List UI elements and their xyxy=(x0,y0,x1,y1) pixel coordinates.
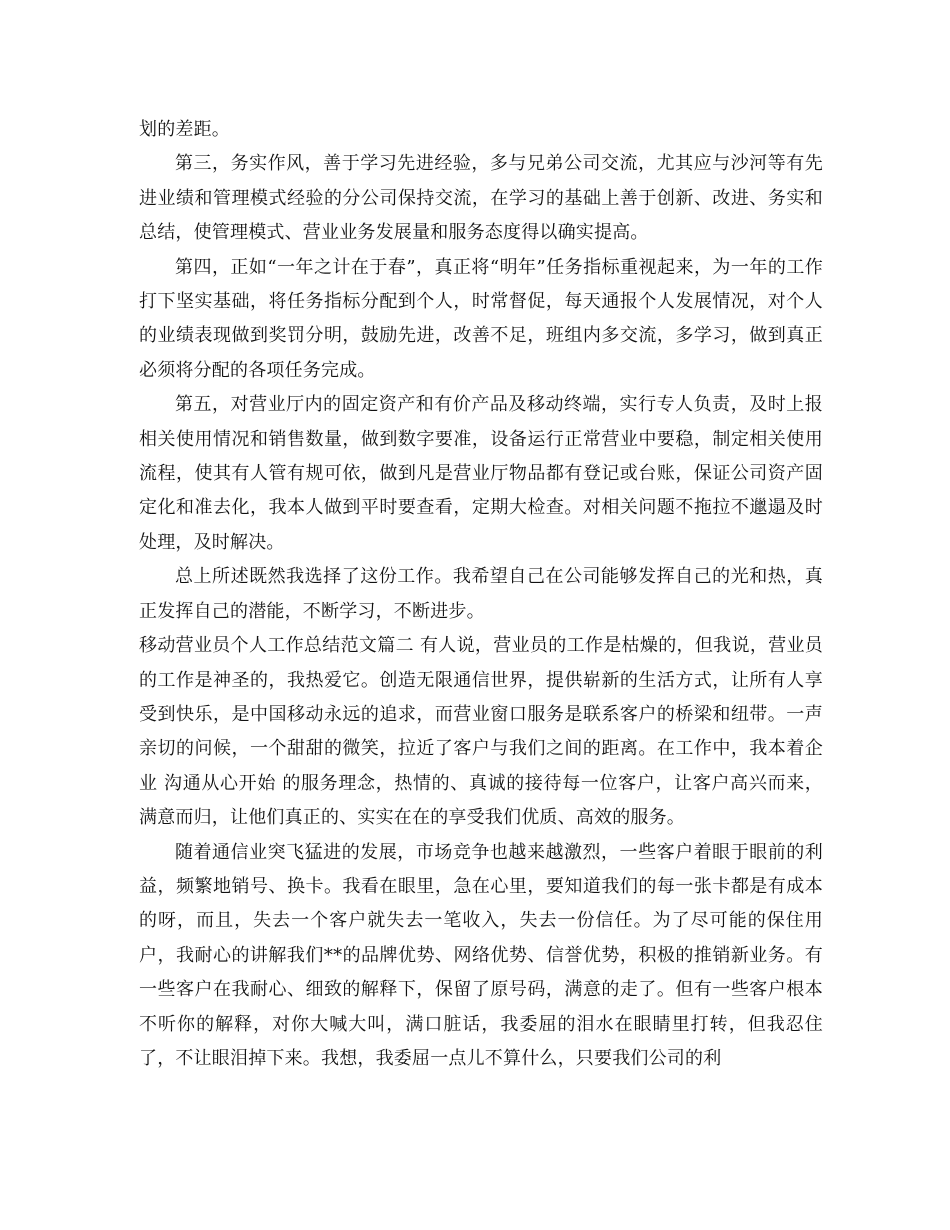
document-body xyxy=(139,113,823,1076)
article-two-intro-text: 有人说，营业员的工作是枯燥的，但我说，营业员的工作是神圣的，我热爱它。创造无限通信世界，提供崭新的生活方式，让所有人享受到快乐，是中国移动永远的追求，而营业窗口服务是联系客户的桥梁和纽带。一声亲切的问候，一个甜甜的微笑，拉近了客户与我们之间的距离。在工作中，我本着企业 沟通从心开始 的服务理念，热情的、真诚的接待每一位客户，让客户高兴而来，满意而归，让他们真正的、实实在在的享受我们优质、高效的服务。 xyxy=(139,635,824,829)
paragraph-competition: 随着通信业突飞猛进的发展，市场竞争也越来越激烈，一些客户着眼于眼前的利益，频繁地销号、换卡。我看在眼里，急在心里，要知道我们的每一张卡都是有成本的呀，而且，失去一个客户就失去一笔收入，失去一份信任。为了尽可能的保住用户，我耐心的讲解我们**的品牌优势、网络优势、信誉优势，积极的推销新业务。有一些客户在我耐心、细致的解释下，保留了原号码，满意的走了。但有一些客户根本不听你的解释，对你大喊大叫，满口脏话，我委屈的泪水在眼睛里打转，但我忍住了，不让眼泪掉下来。我想，我委屈一点儿不算什么，只要我们公司的利 xyxy=(139,841,823,1069)
paragraph-continuation: 划的差距。 xyxy=(139,119,230,140)
paragraph-article-two xyxy=(139,629,823,835)
paragraph-third-point: 第三，务实作风，善于学习先进经验，多与兄弟公司交流，尤其应与沙河等有先进业绩和管理模式经验的分公司保持交流，在学习的基础上善于创新、改进、务实和总结，使管理模式、营业业务发展量和服务态度得以确实提高。 xyxy=(139,153,823,244)
article-two-title: 移动营业员个人工作总结范文篇二 xyxy=(139,635,414,657)
paragraph-fourth-point: 第四，正如“一年之计在于春”，真正将“明年”任务指标重视起来，为一年的工作打下坚实基础，将任务指标分配到个人，时常督促，每天通报个人发展情况，对个人的业绩表现做到奖罚分明，鼓励先进，改善不足，班组内多交流，多学习，做到真正必须将分配的各项任务完成。 xyxy=(139,256,823,381)
paragraph-summary: 总上所述既然我选择了这份工作。我希望自己在公司能够发挥自己的光和热，真正发挥自己的潜能，不断学习，不断进步。 xyxy=(139,566,823,622)
paragraph-fifth-point: 第五，对营业厅内的固定资产和有价产品及移动终端，实行专人负责，及时上报相关使用情况和销售数量，做到数字要准，设备运行正常营业中要稳，制定相关使用流程，使其有人管有规可依，做到凡是营业厅物品都有登记或台账，保证公司资产固定化和准去化，我本人做到平时要查看，定期大检查。对相关问题不拖拉不邋遢及时处理，及时解决。 xyxy=(139,394,823,553)
